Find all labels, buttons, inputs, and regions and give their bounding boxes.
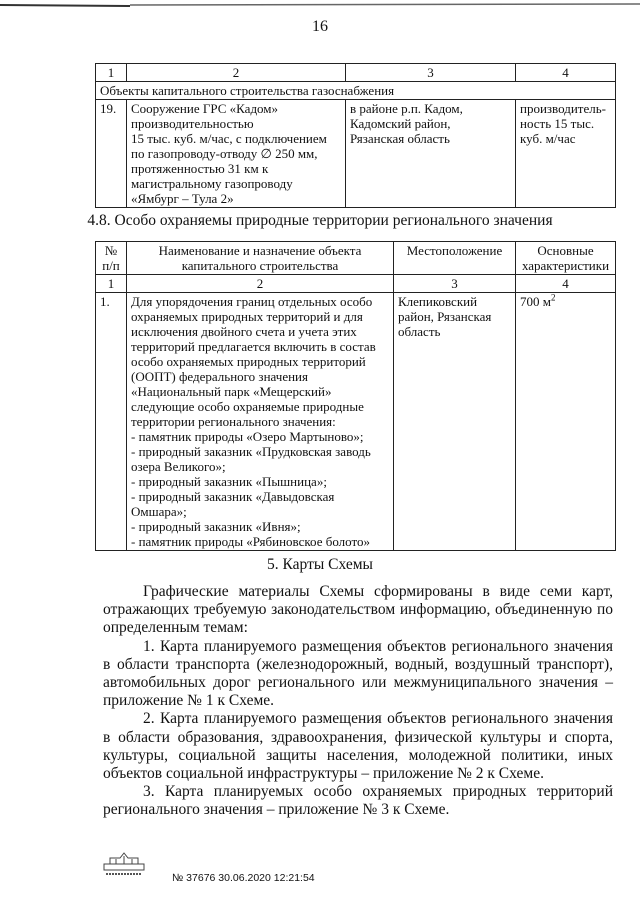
text-line: характеристики: [521, 258, 610, 273]
registry-stamp-icon: [100, 850, 148, 878]
text-line: территории регионального значения:: [131, 414, 336, 429]
text-line: охраняемых природных территорий и для: [131, 309, 363, 324]
column-number: 4: [516, 275, 616, 293]
text-line: п/п: [102, 258, 120, 273]
text-line: следующие особо охраняемые природные: [131, 399, 364, 414]
object-characteristics: [516, 100, 616, 208]
row-number: 1.: [96, 293, 127, 551]
text-line: - природный заказник «Ивня»;: [131, 519, 301, 534]
table-row: [96, 100, 616, 208]
text-line: по газопроводу-отводу ∅ 250 мм,: [131, 146, 318, 161]
text-line: территорий предлагается включить в состав: [131, 339, 376, 354]
text-line: озера Великого»;: [131, 459, 226, 474]
section-heading-4-8: 4.8. Особо охраняемы природные территории регионального значения: [87, 212, 553, 229]
protected-territories-table: [95, 241, 616, 551]
section-title: Объекты капитального строительства газоснабжения: [96, 82, 616, 100]
section-5-body: [103, 583, 613, 820]
text-line: производитель-: [520, 101, 606, 116]
header-cell: 3: [346, 64, 516, 82]
text-line: Наименование и назначение объекта: [158, 243, 362, 258]
text-line: (ООПТ) федерального значения: [131, 369, 308, 384]
text-line: исключения двойного счета и учета этих: [131, 324, 357, 339]
text-line: протяженностью 31 км к: [131, 161, 269, 176]
text-line: Основные: [537, 243, 594, 258]
text-line: - природный заказник «Прудковская заводь: [131, 444, 371, 459]
paragraph: Графические материалы Схемы сформированы в виде семи карт, отражающих требуемую законодательством информацию, объединенную по определенным темам:: [103, 583, 613, 637]
header-cell: 4: [516, 64, 616, 82]
page-number: 16: [312, 18, 328, 35]
column-number: 3: [394, 275, 516, 293]
object-characteristics: [516, 293, 616, 551]
row-number: 19.: [96, 100, 127, 208]
text-line: район, Рязанская: [398, 309, 492, 324]
object-location: [346, 100, 516, 208]
text-line: 15 тыс. куб. м/час, с подключением: [131, 131, 327, 146]
paragraph: 1. Карта планируемого размещения объектов регионального значения в области транспорта (железнодорожный, водный, воздушный транспорт), автомобильных дорог регионального или межмуниципального значения – приложение № 1 к Схеме.: [103, 637, 613, 710]
text-line: Омшара»;: [131, 504, 187, 519]
text-line: капитального строительства: [181, 258, 339, 273]
header-location: Местоположение: [394, 242, 516, 275]
area-superscript: 2: [550, 292, 556, 303]
table-row: [96, 293, 616, 551]
text-line: - памятник природы «Озеро Мартыново»;: [131, 429, 364, 444]
text-line: ность 15 тыс.: [520, 116, 595, 131]
paragraph: 2. Карта планируемого размещения объектов регионального значения в области образования, здравоохранения, физической культуры и спорта, культуры, социальной защиты населения, молодежной политики, иных объектов социальной инфраструктуры – приложение № 2 к Схеме.: [103, 710, 613, 783]
header-cell: 1: [96, 64, 127, 82]
text-line: - природный заказник «Давыдовская: [131, 489, 335, 504]
column-number: 1: [96, 275, 127, 293]
object-location: [394, 293, 516, 551]
header-name: [127, 242, 394, 275]
text-line: куб. м/час: [520, 131, 576, 146]
scan-top-edge: [0, 2, 640, 8]
area-value: 700 м: [520, 294, 551, 309]
object-description: [127, 293, 394, 551]
object-name: [127, 100, 346, 208]
registration-number: № 37676 30.06.2020 12:21:54: [172, 872, 315, 884]
text-line: производительностью: [131, 116, 254, 131]
header-characteristics: [516, 242, 616, 275]
text-line: - памятник природы «Рябиновское болото»: [131, 534, 370, 549]
text-line: Клепиковский: [398, 294, 478, 309]
section-title-row: [96, 82, 616, 100]
text-line: область: [398, 324, 441, 339]
text-line: - природный заказник «Пышница»;: [131, 474, 327, 489]
text-line: Рязанская область: [350, 131, 450, 146]
text-line: «Национальный парк «Мещерский»: [131, 384, 332, 399]
paragraph: 3. Карта планируемых особо охраняемых природных территорий регионального значения – приложение № 3 к Схеме.: [103, 783, 613, 819]
table-header-row: [96, 242, 616, 275]
column-number: 2: [127, 275, 394, 293]
text-line: №: [104, 243, 118, 258]
gas-supply-table: [95, 63, 616, 208]
text-line: в районе р.п. Кадом,: [350, 101, 463, 116]
text-line: особо охраняемых природных территорий: [131, 354, 366, 369]
column-number-row: [96, 275, 616, 293]
text-line: магистральному газопроводу: [131, 176, 293, 191]
header-cell: 2: [127, 64, 346, 82]
table-header-row: [96, 64, 616, 82]
text-line: Для упорядочения границ отдельных особо: [131, 294, 373, 309]
header-num: [96, 242, 127, 275]
text-line: «Ямбург – Тула 2»: [131, 191, 234, 206]
text-line: Кадомский район,: [350, 116, 451, 131]
section-heading-5: 5. Карты Схемы: [267, 556, 373, 573]
text-line: Сооружение ГРС «Кадом»: [131, 101, 279, 116]
